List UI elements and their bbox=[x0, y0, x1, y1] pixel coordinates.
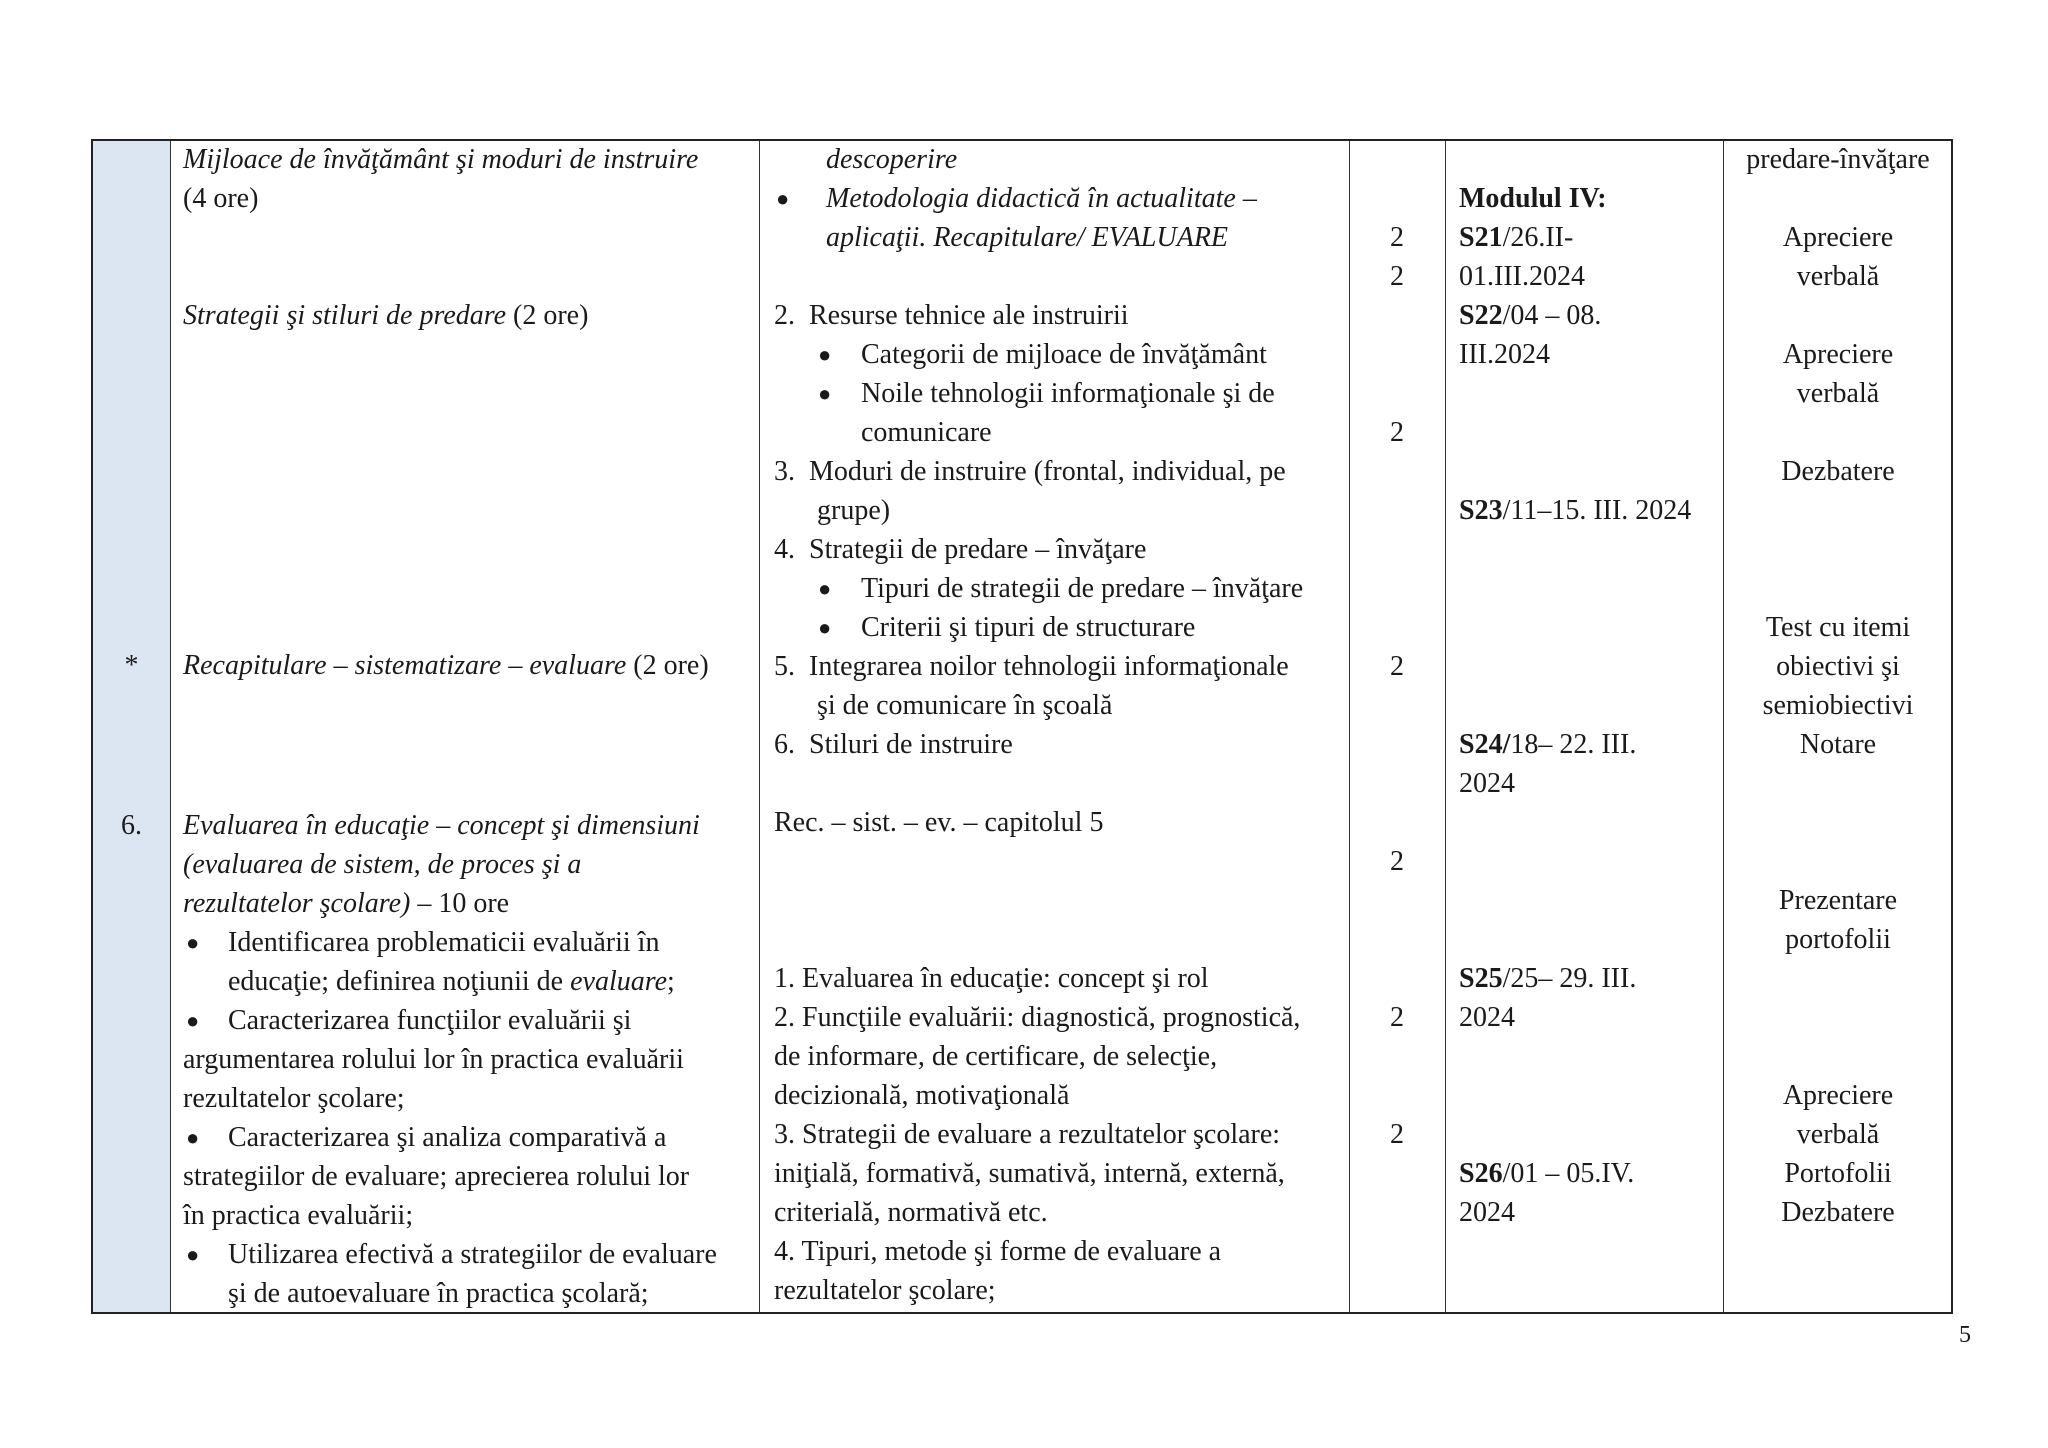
objective-line bbox=[228, 962, 675, 1001]
objective-line: Utilizarea efectivă a strategiilor de evaluare bbox=[228, 1239, 717, 1270]
week-line bbox=[1459, 725, 1636, 764]
column-divider bbox=[170, 141, 171, 1312]
content-line: comunicare bbox=[861, 417, 992, 448]
content-line: 3. Strategii de evaluare a rezultatelor şcolare: bbox=[774, 1119, 1281, 1150]
content-line: Noile tehnologii informaţionale şi de bbox=[861, 378, 1275, 409]
bullet-icon: ● bbox=[818, 342, 832, 367]
content-line: 2. Funcţiile evaluării: diagnostică, prognostică, bbox=[774, 1002, 1301, 1033]
week-code: S21 bbox=[1459, 222, 1503, 253]
content-line: 1. Evaluarea în educaţie: concept şi rol bbox=[774, 963, 1209, 994]
evaluation-line: Notare bbox=[1799, 729, 1877, 760]
hours-value: 2 bbox=[1390, 417, 1404, 448]
objective-line: Caracterizarea şi analiza comparativă a bbox=[228, 1122, 667, 1153]
content-line: aplicaţii. Recapitulare/ EVALUARE bbox=[826, 222, 1229, 253]
evaluation-line: predare-învăţare bbox=[1746, 144, 1930, 175]
week-code: S25 bbox=[1459, 963, 1503, 994]
content-line: 3. Moduri de instruire (frontal, individual, pe bbox=[774, 456, 1286, 487]
topic-line bbox=[183, 646, 709, 685]
topic-line bbox=[183, 296, 588, 335]
evaluation-line: Dezbatere bbox=[1781, 1197, 1895, 1228]
column-divider bbox=[759, 141, 760, 1312]
objective-line: Identificarea problematicii evaluării în bbox=[228, 927, 660, 958]
star-marker: * bbox=[124, 650, 139, 681]
column-divider bbox=[1445, 141, 1446, 1312]
objective-line: strategiilor de evaluare; aprecierea rolului lor bbox=[183, 1161, 690, 1192]
bullet-icon: ● bbox=[818, 615, 832, 640]
hours-value: 2 bbox=[1390, 1002, 1404, 1033]
week-dates: /01 – 05.IV. bbox=[1502, 1158, 1635, 1189]
evaluation-line: verbală bbox=[1796, 1119, 1880, 1150]
evaluation-line: verbală bbox=[1796, 378, 1880, 409]
week-code: S22 bbox=[1459, 300, 1503, 331]
objective-line: şi de autoevaluare în practica şcolară; bbox=[228, 1278, 649, 1309]
content-line: Metodologia didactică în actualitate – bbox=[826, 183, 1257, 214]
evaluation-line: Test cu itemi bbox=[1765, 612, 1911, 643]
topic-hours: – 10 ore bbox=[410, 888, 510, 919]
evaluation-line: Prezentare bbox=[1778, 885, 1898, 916]
bullet-icon: ● bbox=[186, 1008, 200, 1033]
week-dates: 2024 bbox=[1459, 768, 1515, 799]
hours-value: 2 bbox=[1390, 846, 1404, 877]
content-line: Tipuri de strategii de predare – învăţare bbox=[861, 573, 1304, 604]
week-code: S24/ bbox=[1459, 729, 1511, 760]
topic-line bbox=[183, 884, 509, 923]
week-dates: /25– 29. III. bbox=[1502, 963, 1637, 994]
objective-term: evaluare bbox=[570, 966, 668, 997]
hours-value: 2 bbox=[1390, 1119, 1404, 1150]
topic-hours: (2 ore) bbox=[506, 300, 589, 331]
week-line bbox=[1459, 491, 1691, 530]
evaluation-line: obiectivi şi bbox=[1776, 651, 1900, 682]
topic-hours: (4 ore) bbox=[183, 183, 259, 214]
hours-value: 2 bbox=[1390, 222, 1404, 253]
objective-line: argumentarea rolului lor în practica evaluării bbox=[183, 1044, 684, 1075]
content-line: 5. Integrarea noilor tehnologii informaţionale bbox=[774, 651, 1289, 682]
content-line: grupe) bbox=[817, 495, 891, 526]
week-dates: 2024 bbox=[1459, 1197, 1515, 1228]
content-line: de informare, de certificare, de selecţie, bbox=[774, 1041, 1218, 1072]
content-line: criterială, normativă etc. bbox=[774, 1197, 1048, 1228]
evaluation-line: Portofolii bbox=[1784, 1158, 1892, 1189]
evaluation-line: semiobiectivi bbox=[1762, 690, 1914, 721]
week-line bbox=[1459, 1154, 1634, 1193]
week-dates: 01.III.2024 bbox=[1459, 261, 1585, 292]
bullet-icon: ● bbox=[776, 186, 790, 211]
topic-title: (evaluarea de sistem, de proces şi a bbox=[183, 849, 582, 880]
topic-number: 6. bbox=[121, 810, 142, 841]
evaluation-line: Dezbatere bbox=[1781, 456, 1895, 487]
evaluation-line: Apreciere bbox=[1782, 222, 1894, 253]
topic-hours: (2 ore) bbox=[626, 650, 709, 681]
number-column bbox=[93, 141, 170, 1312]
week-code: S23 bbox=[1459, 495, 1503, 526]
page-number: 5 bbox=[1959, 1322, 1971, 1348]
week-dates: /11–15. III. 2024 bbox=[1502, 495, 1692, 526]
week-line bbox=[1459, 218, 1573, 257]
week-dates: /04 – 08. bbox=[1502, 300, 1602, 331]
content-line: 4. Tipuri, metode şi forme de evaluare a bbox=[774, 1236, 1222, 1267]
objective-line: Caracterizarea funcţiilor evaluării şi bbox=[228, 1005, 632, 1036]
week-line bbox=[1459, 296, 1601, 335]
week-dates: /26.II- bbox=[1502, 222, 1574, 253]
bullet-icon: ● bbox=[186, 1125, 200, 1150]
week-dates: III.2024 bbox=[1459, 339, 1550, 370]
content-line: decizională, motivaţională bbox=[774, 1080, 1070, 1111]
bullet-icon: ● bbox=[186, 1242, 200, 1267]
topic-title: Mijloace de învăţământ şi moduri de instruire bbox=[183, 144, 699, 175]
hours-value: 2 bbox=[1390, 261, 1404, 292]
topic-title: rezultatelor şcolare) bbox=[183, 888, 411, 919]
week-dates: 18– 22. III. bbox=[1510, 729, 1637, 760]
topic-title: Strategii şi stiluri de predare bbox=[183, 300, 507, 331]
content-line: Rec. – sist. – ev. – capitolul 5 bbox=[774, 807, 1104, 838]
bullet-icon: ● bbox=[818, 381, 832, 406]
topic-title: Recapitulare – sistematizare – evaluare bbox=[183, 650, 627, 681]
content-line: 6. Stiluri de instruire bbox=[774, 729, 1013, 760]
week-dates: 2024 bbox=[1459, 1002, 1515, 1033]
module-title: Modulul IV: bbox=[1459, 183, 1607, 214]
content-line: şi de comunicare în şcoală bbox=[817, 690, 1113, 721]
bullet-icon: ● bbox=[186, 930, 200, 955]
evaluation-line: Apreciere bbox=[1782, 339, 1894, 370]
week-code: S26 bbox=[1459, 1158, 1503, 1189]
objective-text: ; bbox=[667, 966, 675, 997]
content-line: iniţială, formativă, sumativă, internă, externă, bbox=[774, 1158, 1285, 1189]
bullet-icon: ● bbox=[818, 576, 832, 601]
objective-line: în practica evaluării; bbox=[183, 1200, 414, 1231]
content-line: rezultatelor şcolare; bbox=[774, 1275, 996, 1306]
content-line: Categorii de mijloace de învăţământ bbox=[861, 339, 1267, 370]
content-line: 4. Strategii de predare – învăţare bbox=[774, 534, 1147, 565]
content-line: Criterii şi tipuri de structurare bbox=[861, 612, 1196, 643]
syllabus-table bbox=[91, 139, 1953, 1314]
week-line bbox=[1459, 959, 1636, 998]
topic-title: Evaluarea în educaţie – concept şi dimensiuni bbox=[183, 810, 700, 841]
hours-value: 2 bbox=[1390, 651, 1404, 682]
content-line: 2. Resurse tehnice ale instruirii bbox=[774, 300, 1129, 331]
objective-text: educaţie; definirea noţiunii de bbox=[228, 966, 571, 997]
evaluation-line: Apreciere bbox=[1782, 1080, 1894, 1111]
evaluation-line: verbală bbox=[1796, 261, 1880, 292]
content-line: descoperire bbox=[826, 144, 958, 175]
evaluation-line: portofolii bbox=[1785, 924, 1891, 955]
objective-line: rezultatelor şcolare; bbox=[183, 1083, 405, 1114]
